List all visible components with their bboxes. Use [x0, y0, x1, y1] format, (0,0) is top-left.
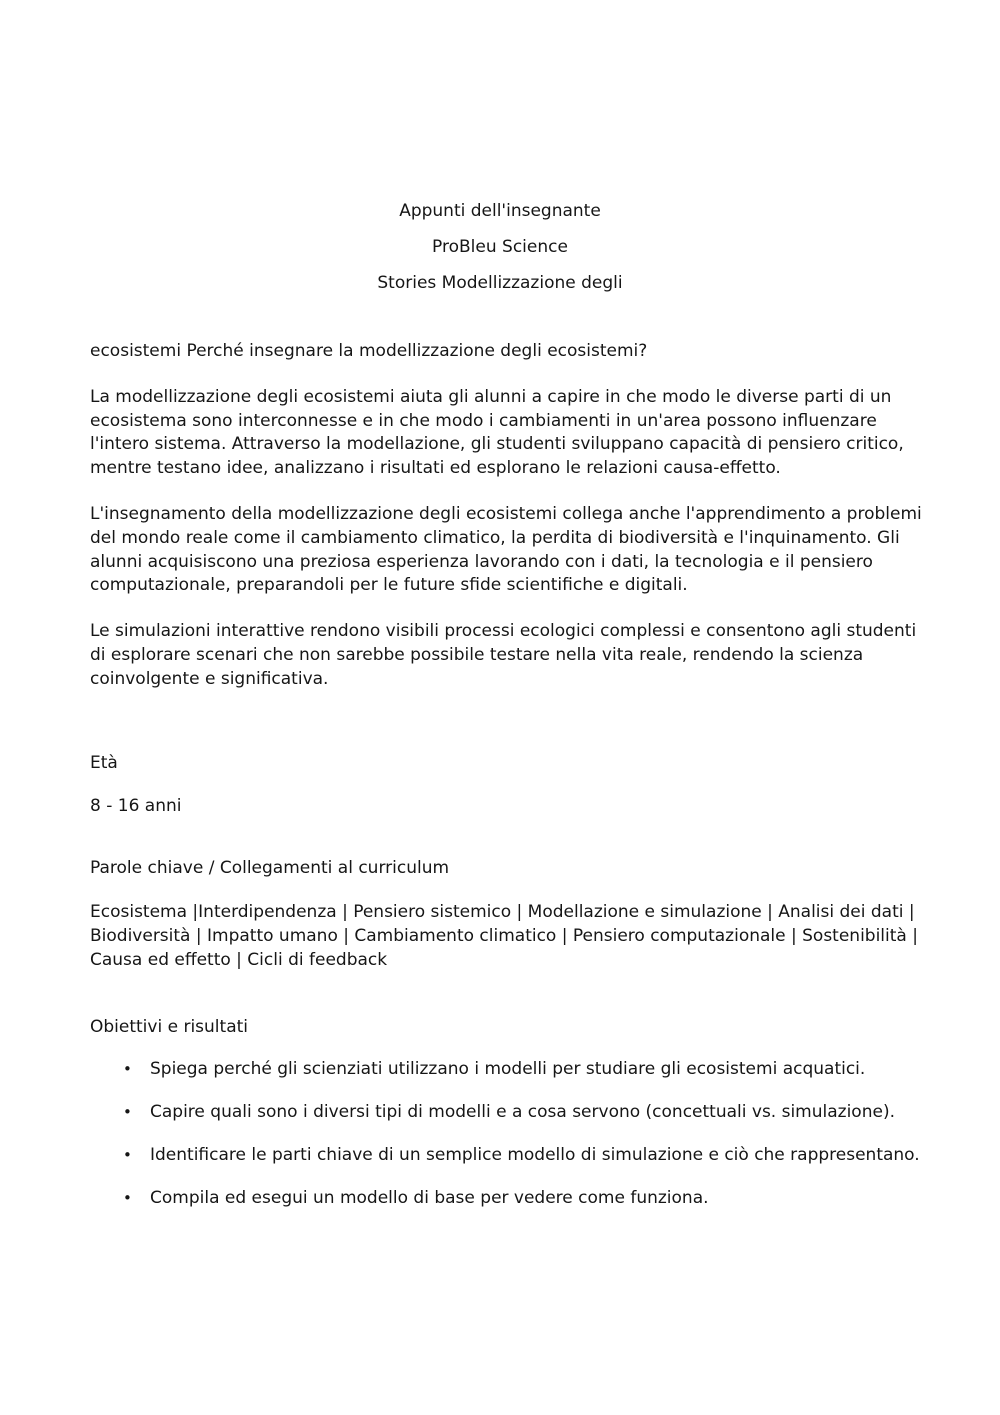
- list-item: [90, 1101, 922, 1125]
- list-item-text: Capire quali sono i diversi tipi di modelli e a cosa servono (concettuali vs. simulazione).: [150, 1101, 895, 1122]
- paragraph-3: Le simulazioni interattive rendono visibili processi ecologici complessi e consentono agli studenti di esplorare scenari che non sarebbe possibile testare nella vita reale, rendendo la scienza coinvolgente e significativa.: [90, 621, 917, 689]
- intro-heading: ecosistemi Perché insegnare la modellizzazione degli ecosistemi?: [90, 341, 648, 361]
- list-item: [90, 1187, 922, 1211]
- header-line-title: Appunti dell'insegnante: [399, 201, 601, 221]
- bullet-icon: •: [123, 1188, 132, 1207]
- list-item: [90, 1144, 922, 1168]
- list-item: [90, 1058, 922, 1082]
- section-spacer-keywords: [90, 819, 922, 857]
- keywords-value: Ecosistema |Interdipendenza | Pensiero sistemico | Modellazione e simulazione | Analisi dei dati | Biodiversità | Impatto umano | Cambiamento climatico | Pensiero computazionale | Sostenibilità | Causa ed effetto | Cicli di feedback: [90, 901, 918, 970]
- paragraph-2: L'insegnamento della modellizzazione degli ecosistemi collega anche l'apprendimento a problemi del mondo reale come il cambiamento climatico, la perdita di biodiversità e l'inquinamento. Gli alunni acquisiscono una preziosa esperienza lavorando con i dati, la tecnologia e il pensiero computazionale, preparandoli per le future sfide scientifiche e digitali.: [90, 503, 922, 596]
- age-label: Età: [90, 752, 118, 773]
- header-line-program: ProBleu Science: [432, 237, 568, 257]
- objectives-list: [90, 1058, 922, 1210]
- list-item-text: Compila ed esegui un modello di base per vedere come funziona.: [150, 1187, 709, 1208]
- objectives-heading: Obiettivi e risultati: [90, 1017, 248, 1038]
- section-spacer-age: [90, 714, 922, 752]
- document-header: [0, 193, 1000, 301]
- paragraph-1: La modellizzazione degli ecosistemi aiuta gli alunni a capire in che modo le diverse parti di un ecosistema sono interconnesse e in che modo i cambiamenti in un'area possono influenzare l'intero sistema. Attraverso la modellazione, gli studenti sviluppano capacità di pensiero critico, mentre testano idee, analizzano i risultati ed esplorano le relazioni causa-effetto.: [90, 386, 904, 479]
- section-spacer-objectives: [90, 994, 922, 1016]
- header-line-subtitle: Stories Modellizzazione degli: [377, 273, 623, 293]
- list-item-text: Spiega perché gli scienziati utilizzano i modelli per studiare gli ecosistemi acquatici.: [150, 1059, 866, 1080]
- bullet-icon: •: [123, 1102, 132, 1121]
- bullet-icon: •: [123, 1060, 132, 1079]
- keywords-label: Parole chiave / Collegamenti al curriculum: [90, 858, 450, 879]
- list-item-text: Identificare le parti chiave di un semplice modello di simulazione e ciò che rappresentano.: [150, 1144, 920, 1165]
- age-value: 8 - 16 anni: [90, 796, 182, 817]
- bullet-icon: •: [123, 1145, 132, 1164]
- document-body: [90, 340, 922, 1210]
